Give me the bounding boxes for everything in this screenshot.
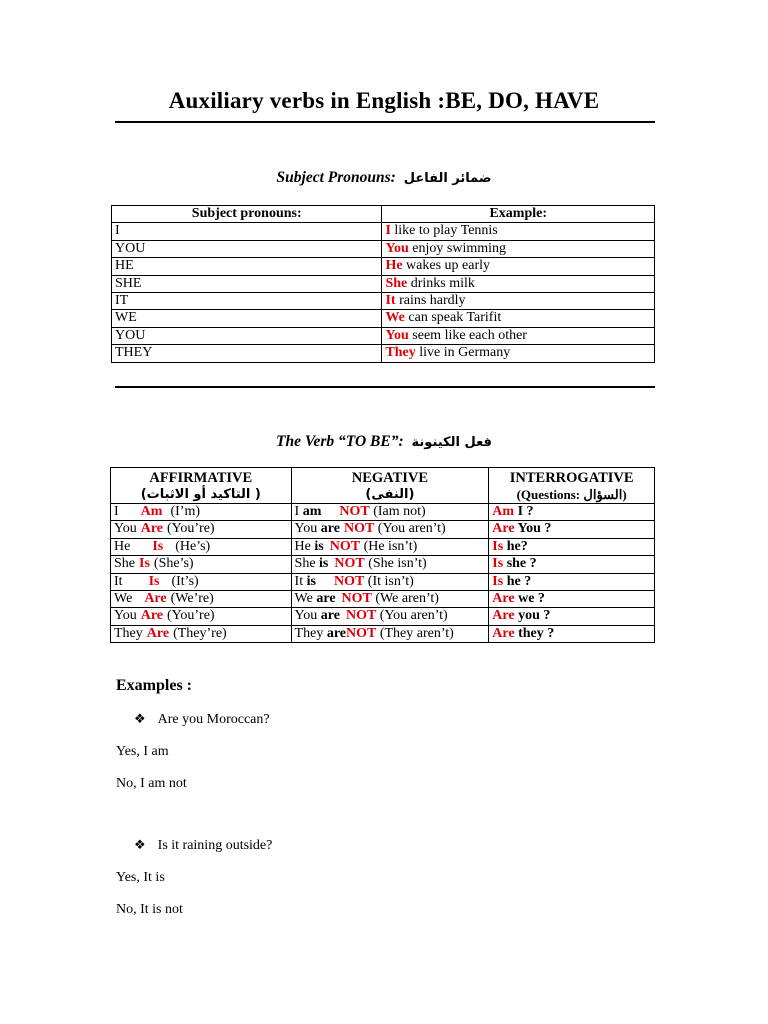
affirmative-subject: You [114,521,137,537]
negative-verb: is [306,573,316,589]
negative-arabic-label: (النفى) [365,487,415,502]
section-divider [115,386,655,388]
example-cell [382,310,655,327]
negative-subject: She [294,556,316,572]
interrogative-subject: she ? [503,556,537,572]
example-cell [382,240,655,257]
negative-cell [291,608,489,625]
table-row [112,310,655,327]
table-row [112,345,655,362]
affirmative-contraction: (It’s) [171,573,199,589]
negative-contraction: (You aren’t) [374,521,446,537]
negative-verb: is [319,556,329,572]
negative-cell [291,504,489,521]
to-be-heading-text: The Verb “TO BE”: [276,433,404,450]
example-question-2 [134,838,272,854]
affirmative-cell [111,573,292,590]
affirmative-verb: Is [139,556,150,572]
negative-cell [291,573,489,590]
example-answer-1-yes: Yes, I am [116,744,169,759]
affirmative-contraction: (I’m) [170,504,200,519]
to-be-heading [0,433,768,451]
example-rest: wakes up early [402,258,491,274]
negative-verb: am [302,504,322,519]
example-subject: She [385,275,408,291]
subject-pronouns-table [111,205,655,363]
negative-subject: It [294,573,304,589]
example-subject: They [385,345,416,361]
pronoun-cell: I [112,223,382,240]
column-header-affirmative [111,468,292,504]
negative-cell [291,521,489,538]
affirmative-contraction: (You’re) [167,521,215,537]
negative-cell [291,556,489,573]
table-row [111,504,655,521]
affirmative-contraction: (We’re) [170,591,214,607]
example-rest: drinks milk [407,275,475,291]
pronoun-cell: YOU [112,327,382,344]
interrogative-subject: I ? [514,504,534,519]
example-subject: You [385,327,409,343]
pronoun-cell: HE [112,258,382,275]
to-be-conjugation-table [110,467,655,643]
affirmative-subject: I [114,504,119,519]
diamond-bullet-icon: ❖ [134,838,146,853]
affirmative-verb: Is [152,538,164,554]
title-divider [115,121,655,123]
interrogative-sub-label: (Questions: السؤال) [516,487,627,502]
page-title: Auxiliary verbs in English :BE, DO, HAVE [168,88,600,113]
example-rest: seem like each other [408,327,527,343]
diamond-bullet-icon: ❖ [134,712,146,727]
example-subject: You [385,240,409,256]
table-row [111,521,655,538]
example-answer-1-no: No, I am not [116,776,187,791]
examples-title: Examples : [116,677,192,694]
example-rest: rains hardly [395,293,466,309]
negative-contraction: (It isn’t) [364,573,414,589]
example-question-1-text: Are you Moroccan? [157,712,270,727]
example-cell [382,258,655,275]
negative-cell [291,538,489,555]
affirmative-contraction: (She’s) [153,556,194,572]
affirmative-cell [111,504,292,521]
interrogative-cell [489,556,655,573]
interrogative-verb: Are [492,591,515,607]
affirmative-subject: You [114,608,137,624]
affirmative-cell [111,625,292,642]
table-row [111,538,655,555]
negative-subject: I [294,504,300,519]
table-row [111,591,655,608]
interrogative-verb: Are [492,521,515,537]
interrogative-subject: he? [503,538,528,554]
negative-contraction: (They aren’t) [376,625,454,641]
affirmative-cell [111,538,292,555]
negative-subject: You [294,521,318,537]
example-question-2-text: Is it raining outside? [157,838,273,853]
example-question-1 [134,712,270,728]
negative-verb: are [326,625,346,641]
table-row [112,258,655,275]
affirmative-contraction: (You’re) [167,608,215,624]
example-subject: It [385,293,396,309]
table-row [112,240,655,257]
affirmative-subject: He [114,538,131,554]
interrogative-cell [489,573,655,590]
interrogative-cell [489,538,655,555]
interrogative-subject: you ? [514,608,551,624]
negative-verb: is [314,538,324,554]
example-cell [382,345,655,362]
column-header-negative [291,468,489,504]
affirmative-arabic-label: ( التاكيد أو الاثبات) [140,487,261,502]
negative-subject: They [294,625,324,641]
example-rest: can speak Tarifit [404,310,502,326]
column-header-interrogative [489,468,655,504]
negative-not: NOT [346,625,377,641]
negative-not: NOT [339,504,370,519]
example-rest: like to play Tennis [390,223,498,239]
negative-verb: are [316,591,336,607]
negative-verb: are [320,521,340,537]
negative-not: NOT [341,591,372,607]
example-rest: enjoy swimming [408,240,507,256]
negative-cell [291,625,489,642]
to-be-heading-arabic: فعل الكينونة [411,435,492,450]
pronoun-cell: IT [112,293,382,310]
interrogative-subject: we ? [514,591,545,607]
interrogative-subject: You ? [514,521,552,537]
affirmative-contraction: (They’re) [173,625,227,641]
negative-not: NOT [345,608,377,624]
example-subject: We [385,310,405,326]
table-header-row [112,206,655,223]
negative-subject: You [294,608,318,624]
pronoun-cell: SHE [112,275,382,292]
interrogative-verb: Is [492,573,504,589]
interrogative-verb: Am [492,504,515,519]
interrogative-cell [489,625,655,642]
interrogative-verb: Are [492,625,515,641]
affirmative-subject: She [114,556,135,572]
interrogative-cell [489,591,655,608]
table-header-row [111,468,655,504]
example-cell [382,327,655,344]
example-subject: I [385,223,391,239]
pronoun-cell: WE [112,310,382,327]
example-rest: live in Germany [415,345,511,361]
pronoun-cell: THEY [112,345,382,362]
affirmative-subject: They [114,625,143,641]
negative-contraction: (She isn’t) [364,556,427,572]
example-cell [382,223,655,240]
affirmative-cell [111,521,292,538]
interrogative-verb: Are [492,608,515,624]
table-row [112,275,655,292]
affirmative-cell [111,591,292,608]
example-answer-2-yes: Yes, It is [116,870,165,885]
affirmative-verb: Is [148,573,160,589]
affirmative-cell [111,556,292,573]
example-cell [382,275,655,292]
example-subject: He [385,258,403,274]
interrogative-cell [489,608,655,625]
subject-pronouns-heading [0,169,768,187]
interrogative-subject: they ? [514,625,555,641]
interrogative-cell [489,521,655,538]
negative-label: NEGATIVE [351,470,429,486]
negative-contraction: (We aren’t) [371,591,439,607]
affirmative-subject: It [114,573,123,589]
negative-verb: are [320,608,340,624]
negative-contraction: (He isn’t) [360,538,418,554]
table-row [112,293,655,310]
column-header-subject-pronouns: Subject pronouns: [112,206,382,223]
negative-not: NOT [343,521,375,537]
affirmative-cell [111,608,292,625]
example-cell [382,293,655,310]
negative-subject: We [294,591,313,607]
negative-not: NOT [333,573,365,589]
negative-not: NOT [334,556,365,572]
affirmative-subject: We [114,591,133,607]
table-row [111,625,655,642]
affirmative-verb: Am [140,504,163,519]
pronoun-cell: YOU [112,240,382,257]
subject-pronouns-heading-arabic: ضمائر الفاعل [403,171,492,186]
table-row [111,608,655,625]
column-header-example: Example: [382,206,655,223]
negative-contraction: (Iam not) [369,504,426,519]
negative-subject: He [294,538,311,554]
negative-cell [291,591,489,608]
negative-not: NOT [329,538,361,554]
example-answer-2-no: No, It is not [116,902,183,917]
interrogative-cell [489,504,655,521]
interrogative-label: INTERROGATIVE [509,470,634,486]
interrogative-subject: he ? [503,573,532,589]
interrogative-verb: Is [492,556,504,572]
table-row [112,327,655,344]
affirmative-verb: Are [140,521,164,537]
affirmative-label: AFFIRMATIVE [149,470,253,486]
table-row [112,223,655,240]
affirmative-verb: Are [146,625,170,641]
table-row [111,573,655,590]
subject-pronouns-heading-text: Subject Pronouns: [276,169,396,186]
affirmative-contraction: (He’s) [175,538,211,554]
table-row [111,556,655,573]
affirmative-verb: Are [144,591,167,607]
negative-contraction: (You aren’t) [376,608,448,624]
affirmative-verb: Are [140,608,164,624]
interrogative-verb: Is [492,538,504,554]
